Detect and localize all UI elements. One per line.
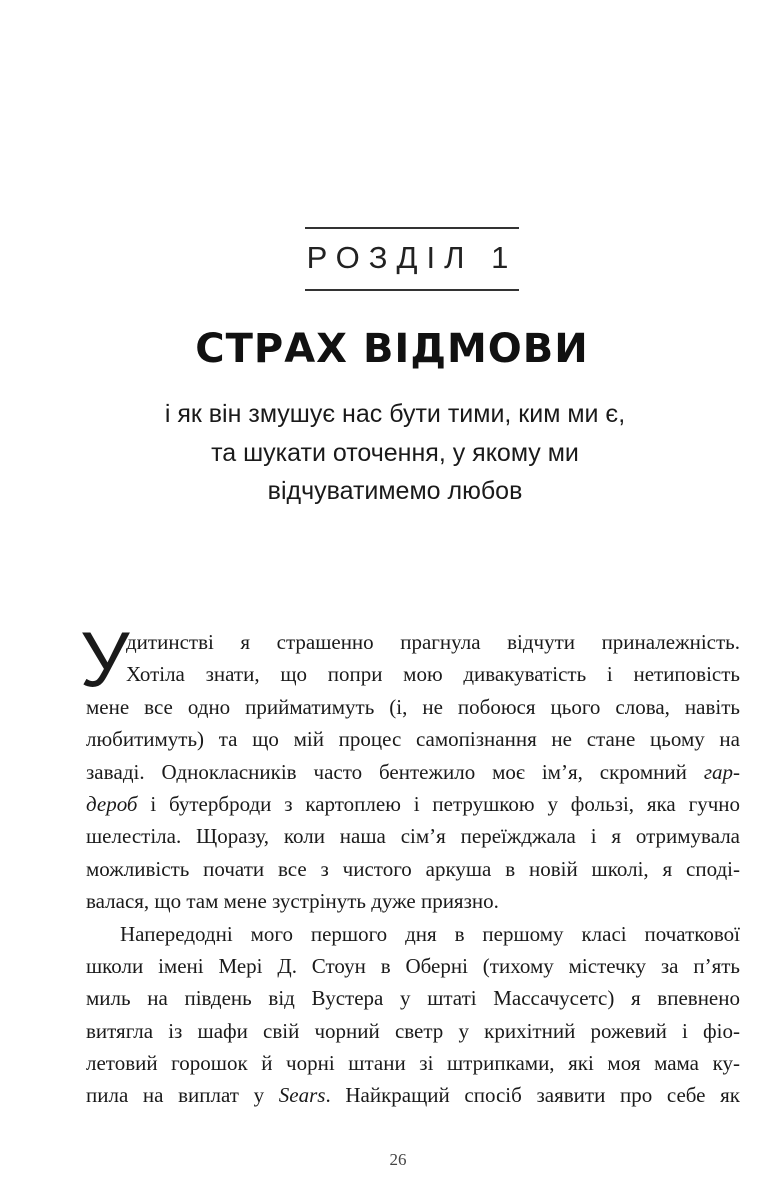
text-segment: і бутерброди з картоплею і петрушкою у фользі, яка гучно <box>137 791 740 816</box>
italic-segment: дероб <box>86 791 138 816</box>
subtitle-line: відчуватимемо любов <box>267 477 523 505</box>
chapter-subtitle <box>0 395 774 511</box>
text-line: витягла із шафи свій чорний светр у крихітний рожевий і фіо- <box>86 1018 740 1043</box>
text-line <box>86 756 740 788</box>
subtitle-line: і як він змушує нас бути тими, ким ми є, <box>164 400 626 428</box>
text-segment: пила на виплат у <box>86 1083 279 1108</box>
italic-segment: Sears <box>278 1083 326 1108</box>
text-line: можливість почати все з чистого аркуша в новій школі, я сподi- <box>86 856 740 881</box>
drop-cap: У <box>80 615 130 703</box>
text-line: мене все одно прийматимуть (і, не побоюся цього слова, навіть <box>86 694 740 719</box>
chapter-title: СТРАХ ВІДМОВИ <box>195 326 589 372</box>
text-line: валася, що там мене зустрінуть дуже приязно. <box>86 889 499 914</box>
text-line: Напередодні мого першого дня в першому класі початкової <box>120 921 740 946</box>
page-number: 26 <box>389 1150 407 1169</box>
text-line <box>86 788 740 820</box>
bottom-rule <box>305 289 519 291</box>
text-segment: . Найкращий спосіб заявити про себе як <box>325 1083 741 1108</box>
text-line: миль на південь від Вустера у штаті Массачусетс) я впевнено <box>86 986 740 1011</box>
text-line: Хотіла знати, що попри мою дивакуватість і нетиповість <box>126 662 740 687</box>
text-line <box>86 1079 740 1111</box>
text-line: шелестіла. Щоразу, коли наша сім’я переїжджала і я отримувала <box>86 824 740 849</box>
subtitle-line: та шукати оточення, у якому ми <box>211 438 579 467</box>
text-segment: завaді. Однокласників часто бентежило моє ім’я, скромний <box>86 759 704 784</box>
italic-segment: гар- <box>703 759 740 784</box>
text-line: летовий горошок й чорні штани зі штрипками, які моя мама ку- <box>86 1051 740 1076</box>
text-line: школи імені Мері Д. Стоун в Оберні (тихому містечку за п’ять <box>86 953 740 978</box>
top-rule <box>305 227 519 229</box>
chapter-label: РОЗДІЛ 1 <box>306 240 518 275</box>
text-line: дитинстві я страшенно прагнула відчути приналежність. <box>126 630 740 654</box>
text-line: любитимуть) та що мій процес самопізнання не стане цьому на <box>86 727 740 752</box>
body-text <box>80 615 741 1112</box>
